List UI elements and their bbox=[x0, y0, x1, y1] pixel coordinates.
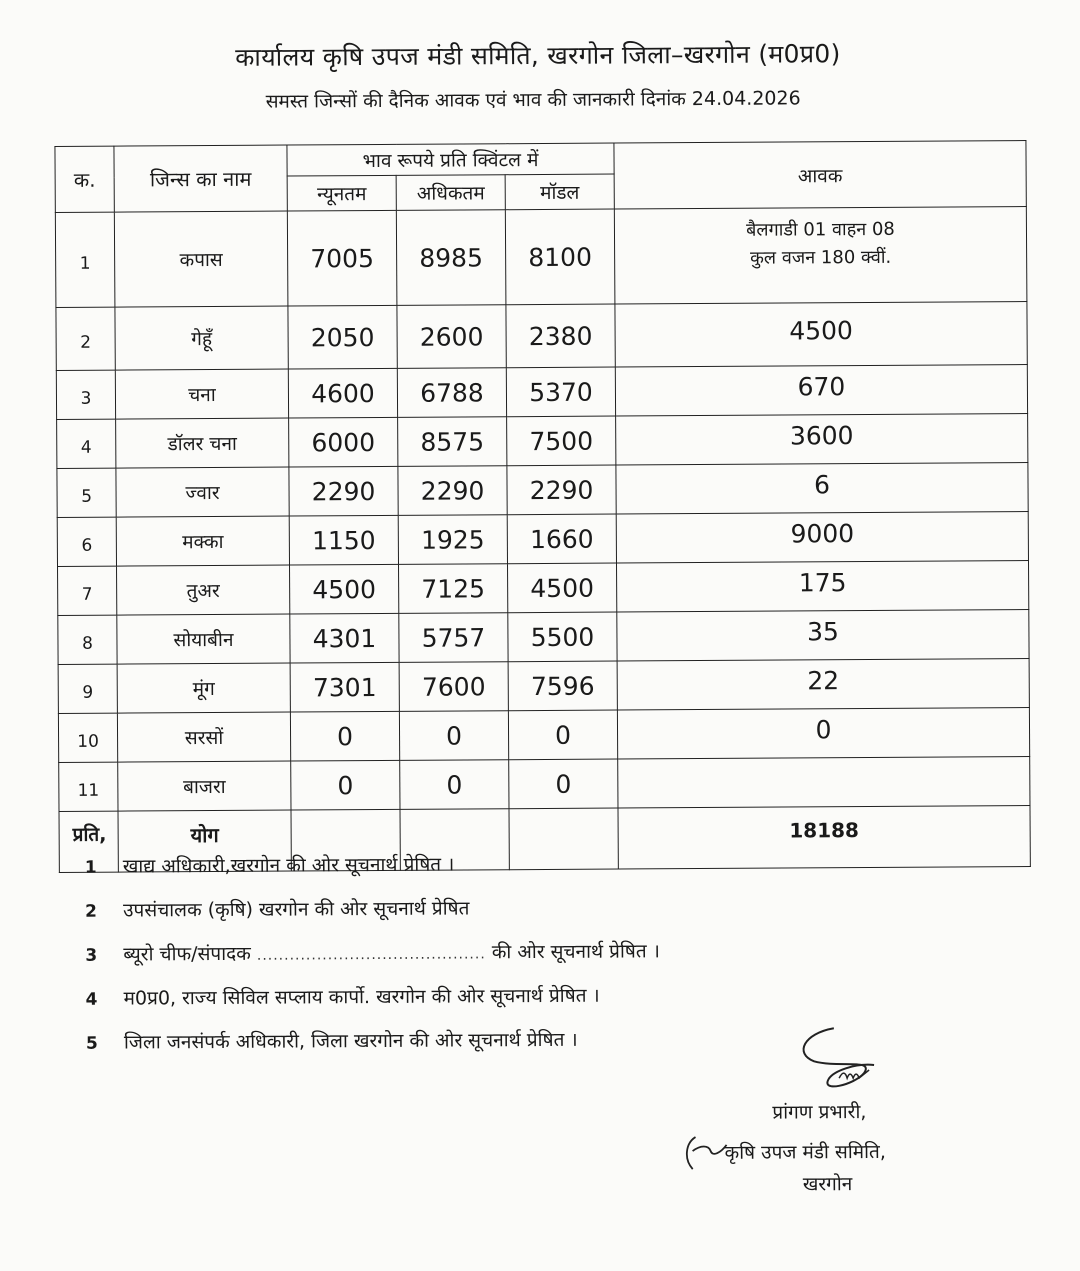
cell-modal-price: 1660 bbox=[507, 514, 616, 564]
signatory-organization: कृषि उपज मंडी समिति, bbox=[724, 1140, 886, 1164]
arrival-value: 22 bbox=[807, 665, 840, 695]
cell-serial: 9 bbox=[58, 664, 117, 713]
initials-mark bbox=[680, 1131, 730, 1171]
recipients-list bbox=[73, 817, 661, 1073]
cell-serial: 5 bbox=[57, 468, 116, 517]
cell-max-price: 8575 bbox=[398, 417, 507, 467]
recipient-number: 5 bbox=[85, 1033, 98, 1054]
cell-modal-price: 2380 bbox=[506, 304, 615, 368]
table-row bbox=[56, 365, 1027, 420]
arrival-value: 670 bbox=[797, 371, 846, 401]
cell-commodity: सोयाबीन bbox=[117, 614, 290, 664]
cell-modal-price: 8100 bbox=[505, 209, 615, 305]
cell-serial: 4 bbox=[57, 419, 116, 468]
cell-commodity: मूंग bbox=[117, 663, 290, 713]
arrival-value: 0 bbox=[815, 714, 832, 744]
cell-arrival bbox=[616, 463, 1028, 515]
cell-modal-price: 5500 bbox=[508, 612, 617, 662]
table-row bbox=[57, 463, 1028, 518]
table-row bbox=[57, 414, 1028, 469]
cell-serial: 6 bbox=[57, 517, 116, 566]
table-row bbox=[57, 512, 1028, 567]
cell-min-price: 4500 bbox=[290, 564, 399, 614]
arrival-value: 35 bbox=[806, 616, 839, 646]
cell-arrival bbox=[616, 414, 1028, 466]
cell-arrival bbox=[617, 659, 1029, 711]
cell-max-price: 7600 bbox=[399, 662, 508, 712]
cell-commodity: गेहूँ bbox=[115, 306, 288, 370]
cell-commodity: तुअर bbox=[117, 565, 290, 615]
total-arrival-value: 18188 bbox=[789, 818, 860, 843]
cell-arrival bbox=[616, 512, 1028, 564]
report-subtitle: समस्त जिन्सों की दैनिक आवक एवं भाव की जानकारी दिनांक 24.04.2026 bbox=[265, 87, 801, 113]
cell-arrival bbox=[615, 365, 1027, 417]
cell-arrival bbox=[617, 708, 1029, 760]
cell-serial: 3 bbox=[56, 370, 115, 419]
cell-min-price: 0 bbox=[291, 760, 400, 810]
signatory-location: खरगोन bbox=[802, 1173, 853, 1196]
cell-max-price: 2290 bbox=[398, 466, 507, 516]
table-row bbox=[58, 659, 1029, 714]
cell-modal-price: 7596 bbox=[508, 661, 617, 711]
recipient-text: उपसंचालक (कृषि) खरगोन की ओर सूचनार्थ प्रेषित bbox=[123, 897, 470, 922]
recipient-text-suffix: की ओर सूचनार्थ प्रेषित । bbox=[491, 940, 661, 964]
cell-max-price: 2600 bbox=[397, 305, 506, 369]
recipient-item bbox=[73, 937, 660, 985]
cell-commodity: बाजरा bbox=[118, 761, 291, 811]
cell-min-price: 4600 bbox=[288, 368, 397, 418]
recipient-text: ब्यूरो चीफ/संपादक bbox=[123, 942, 251, 966]
recipient-item bbox=[74, 981, 661, 1029]
cell-min-price: 6000 bbox=[289, 417, 398, 467]
table-row bbox=[55, 207, 1027, 308]
cell-max-price: 7125 bbox=[399, 564, 508, 614]
table-row bbox=[58, 610, 1029, 665]
cell-commodity: डॉलर चना bbox=[116, 418, 289, 468]
signature-mark bbox=[794, 1023, 894, 1104]
cell-commodity: ज्वार bbox=[116, 467, 289, 517]
signatory-block bbox=[694, 1097, 954, 1196]
recipient-item bbox=[73, 893, 660, 941]
signatory-designation: प्रांगण प्रभारी, bbox=[772, 1101, 867, 1124]
arrival-value: 9000 bbox=[790, 518, 855, 548]
cell-commodity: मक्का bbox=[116, 516, 289, 566]
cell-max-price: 5757 bbox=[399, 613, 508, 663]
arrival-note-weight: कुल वजन 180 क्वीं. bbox=[750, 246, 892, 269]
cell-min-price: 7301 bbox=[290, 662, 399, 712]
header-arrival: आवक bbox=[614, 141, 1026, 210]
cell-modal-price: 2290 bbox=[507, 465, 616, 515]
table-row bbox=[58, 561, 1029, 616]
cell-max-price: 1925 bbox=[398, 515, 507, 565]
total-label: योग bbox=[190, 822, 219, 847]
header-commodity-name: जिन्स का नाम bbox=[114, 145, 287, 212]
cell-modal-price: 7500 bbox=[507, 416, 616, 466]
office-title: कार्यालय कृषि उपज मंडी समिति, खरगोन जिला–खरगोन (म0प्र0) bbox=[235, 39, 841, 72]
cell-modal-price: 0 bbox=[508, 710, 617, 760]
cell-serial: 8 bbox=[58, 615, 117, 664]
cell-serial: 7 bbox=[58, 566, 117, 615]
recipient-text: खाद्य अधिकारी,खरगोन की ओर सूचनार्थ प्रेषित । bbox=[122, 853, 455, 878]
arrival-value: 6 bbox=[813, 469, 831, 499]
recipient-number: 3 bbox=[85, 945, 98, 966]
cell-max-price: 8985 bbox=[396, 210, 506, 306]
arrival-note-vehicles: बैलगाडी 01 वाहन 08 bbox=[746, 218, 895, 241]
header-serial: क. bbox=[55, 146, 114, 212]
recipient-number: 2 bbox=[85, 901, 98, 922]
cell-modal-price: 5370 bbox=[506, 367, 615, 417]
header-max-price: अधिकतम bbox=[396, 175, 505, 211]
cell-modal-price: 4500 bbox=[507, 563, 616, 613]
recipient-text: म0प्र0, राज्य सिविल सप्लाय कार्पो. खरगोन की ओर सूचनार्थ प्रेषित । bbox=[123, 984, 600, 1010]
table-row bbox=[59, 757, 1030, 812]
cell-commodity: कपास bbox=[114, 211, 288, 307]
cell-max-price: 0 bbox=[400, 760, 509, 810]
header-min-price: न्यूनतम bbox=[287, 175, 396, 211]
arrival-value bbox=[618, 773, 1029, 776]
cell-arrival bbox=[617, 610, 1029, 662]
arrival-value: 4500 bbox=[789, 315, 853, 345]
fill-in-blank: .......................................... bbox=[256, 946, 486, 964]
cell-min-price: 7005 bbox=[287, 210, 397, 306]
cell-commodity: सरसों bbox=[117, 712, 290, 762]
cell-min-price: 2290 bbox=[289, 466, 398, 516]
cell-min-price: 1150 bbox=[289, 515, 398, 565]
recipient-item bbox=[74, 1025, 661, 1073]
header-price-group: भाव रूपये प्रति क्विंटल में bbox=[287, 143, 614, 176]
recipient-text: जिला जनसंपर्क अधिकारी, जिला खरगोन की ओर सूचनार्थ प्रेषित । bbox=[123, 1028, 578, 1054]
table-row bbox=[56, 302, 1027, 371]
cell-min-price: 2050 bbox=[288, 305, 397, 369]
cell-modal-price: 0 bbox=[509, 759, 618, 809]
cell-commodity: चना bbox=[115, 369, 288, 419]
recipient-number: 4 bbox=[85, 989, 98, 1010]
cell-serial: 10 bbox=[58, 713, 117, 762]
cell-max-price: 6788 bbox=[397, 368, 506, 418]
recipient-number: 1 bbox=[84, 857, 97, 878]
cell-arrival bbox=[618, 757, 1030, 809]
cell-arrival bbox=[616, 561, 1028, 613]
cell-min-price: 4301 bbox=[290, 613, 399, 663]
arrival-value: 3600 bbox=[789, 420, 854, 450]
table-row bbox=[58, 708, 1029, 763]
cell-total-arrival bbox=[618, 806, 1030, 870]
cell-min-price: 0 bbox=[290, 711, 399, 761]
arrival-value: 175 bbox=[798, 567, 847, 597]
rates-table bbox=[54, 140, 1030, 873]
cell-serial: 2 bbox=[56, 307, 115, 370]
header-modal-price: मॉडल bbox=[505, 174, 614, 210]
cell-serial: 11 bbox=[59, 762, 118, 811]
cell-arrival bbox=[615, 302, 1027, 368]
cell-serial: 1 bbox=[55, 212, 115, 307]
recipient-item bbox=[73, 849, 660, 897]
recipients-heading: प्रति, bbox=[72, 823, 107, 846]
cell-arrival bbox=[614, 207, 1027, 305]
cell-max-price: 0 bbox=[399, 711, 508, 761]
